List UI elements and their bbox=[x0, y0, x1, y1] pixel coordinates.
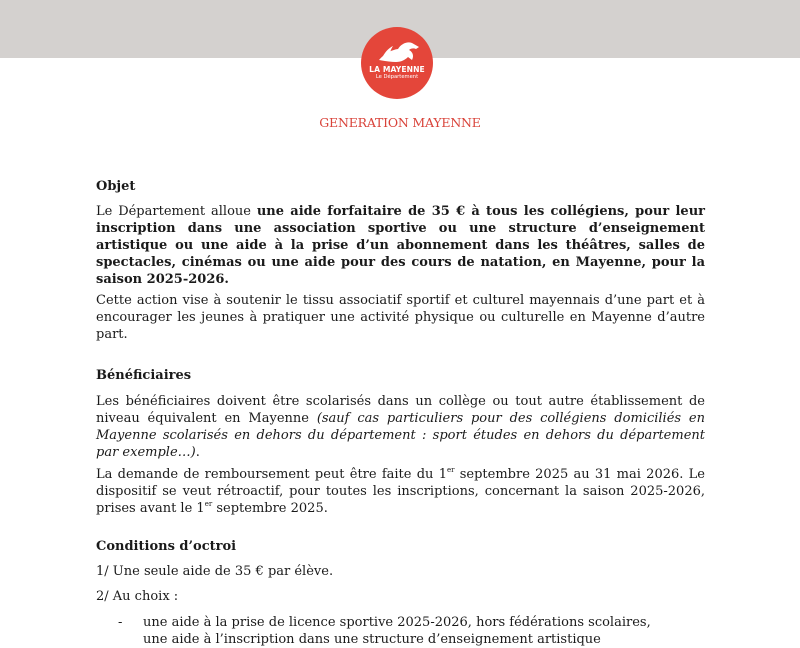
section-heading-beneficiaires: Bénéficiaires bbox=[96, 368, 192, 383]
beneficiaires-paragraph-1 bbox=[96, 393, 705, 461]
list-item-text: une aide à la prise de licence sportive 2025-2026, hors fédérations scolaires, bbox=[143, 615, 651, 630]
logo-name: LA MAYENNE bbox=[369, 65, 425, 74]
condition-item-1: 1/ Une seule aide de 35 € par élève. bbox=[96, 564, 334, 579]
beneficiaires-p1-end: . bbox=[195, 445, 200, 460]
beneficiaires-p2-text-a: La demande de remboursement peut être faite du 1 bbox=[96, 467, 447, 482]
bullet-dash: - bbox=[118, 615, 123, 630]
beneficiaires-paragraph-2 bbox=[96, 466, 705, 517]
list-item bbox=[96, 614, 705, 631]
condition-item-2: 2/ Au choix : bbox=[96, 589, 179, 604]
objet-p1-emphasis: une aide forfaitaire de 35 € à tous les collégiens, pour leur inscription dans une association sportive ou une structure d’enseignement artistique ou une aide à la prise d’un abonnement dans les théâtres, salles de spectacles, cinémas ou une aide pour des cours de natation, en Mayenne, pour la saison 2025-2026. bbox=[96, 204, 705, 287]
document-body bbox=[96, 178, 705, 648]
beneficiaires-p1-italic: (sauf cas particuliers pour des collégiens domiciliés en Mayenne scolarisés en dehors du département : sport études en dehors du département par exemple…) bbox=[96, 411, 705, 460]
objet-paragraph-2: Cette action vise à soutenir le tissu associatif sportif et culturel mayennais d’une part et à encourager les jeunes à pratiquer une activité physique ou culturelle en Mayenne d’autre part. bbox=[96, 293, 705, 342]
list-item bbox=[96, 631, 705, 648]
horse-head-icon bbox=[361, 27, 433, 99]
logo-subtitle: Le Département bbox=[375, 74, 419, 80]
beneficiaires-p2-text-b: septembre 2025 au 31 mai 2026. Le dispositif se veut rétroactif, pour toutes les inscriptions, concernant la saison 2025-2026, prises avant le 1 bbox=[96, 467, 705, 516]
section-heading-conditions: Conditions d’octroi bbox=[96, 539, 237, 554]
list-item-text: une aide à l’inscription dans une structure d’enseignement artistique bbox=[143, 632, 601, 647]
department-logo bbox=[361, 27, 433, 99]
objet-p1-lead: Le Département alloue bbox=[96, 204, 257, 219]
objet-paragraph-1 bbox=[96, 203, 705, 288]
page-title: GENERATION MAYENNE bbox=[319, 115, 481, 130]
beneficiaires-p2-text-c: septembre 2025. bbox=[212, 501, 328, 516]
superscript-er: er bbox=[446, 466, 455, 474]
beneficiaires-p1-text: Les bénéficiaires doivent être scolarisés dans un collège ou tout autre établissement de niveau équivalent en Mayenne bbox=[96, 394, 705, 426]
section-heading-objet: Objet bbox=[96, 179, 136, 194]
superscript-er: er bbox=[204, 500, 213, 508]
